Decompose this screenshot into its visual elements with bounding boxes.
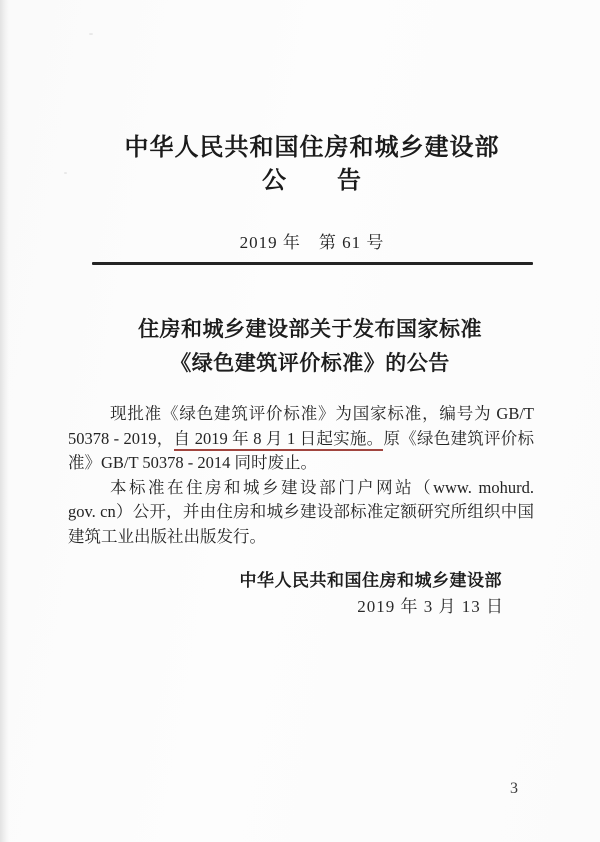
announcement-word: 公 告 [262, 167, 362, 194]
horizontal-rule [92, 262, 533, 265]
body-text: 本标准在住房和城乡建设部门户网站（www. mohurd. [110, 477, 534, 497]
scan-edge-shading [0, 0, 9, 842]
signature-issuer: 中华人民共和国住房和城乡建设部 [239, 571, 502, 590]
body-line [68, 402, 534, 427]
body-text: 50378 - 2019， [68, 428, 174, 448]
document-title-line1: 住房和城乡建设部关于发布国家标准 [138, 318, 482, 341]
page-number: 3 [510, 780, 518, 797]
scan-speck [89, 33, 93, 35]
signature-date: 2019 年 3 月 13 日 [357, 597, 504, 616]
body-line [68, 427, 534, 452]
body-line [68, 476, 534, 501]
implementation-date-underlined: 自 2019 年 8 月 1 日起实施。 [174, 429, 384, 451]
body-line [68, 451, 534, 476]
body-text: 建筑工业出版社出版发行。 [68, 526, 266, 546]
body-text: 现批准《绿色建筑评价标准》为国家标准，编号为 GB/T [110, 404, 534, 423]
document-title-line2: 《绿色建筑评价标准》的公告 [170, 351, 450, 375]
body-text: gov. cn）公开，并由住房和城乡建设部标准定额研究所组织中国 [68, 502, 534, 522]
issue-number-line: 2019 年 第 61 号 [239, 233, 385, 252]
body-line [68, 500, 534, 525]
body-paragraphs [68, 402, 534, 550]
document-title [0, 313, 600, 380]
body-text: 原《绿色建筑评价标 [383, 428, 535, 448]
body-text: 准》GB/T 50378 - 2014 同时废止。 [68, 453, 318, 473]
ministry-title: 中华人民共和国住房和城乡建设部 [124, 134, 500, 161]
body-line [68, 525, 534, 550]
